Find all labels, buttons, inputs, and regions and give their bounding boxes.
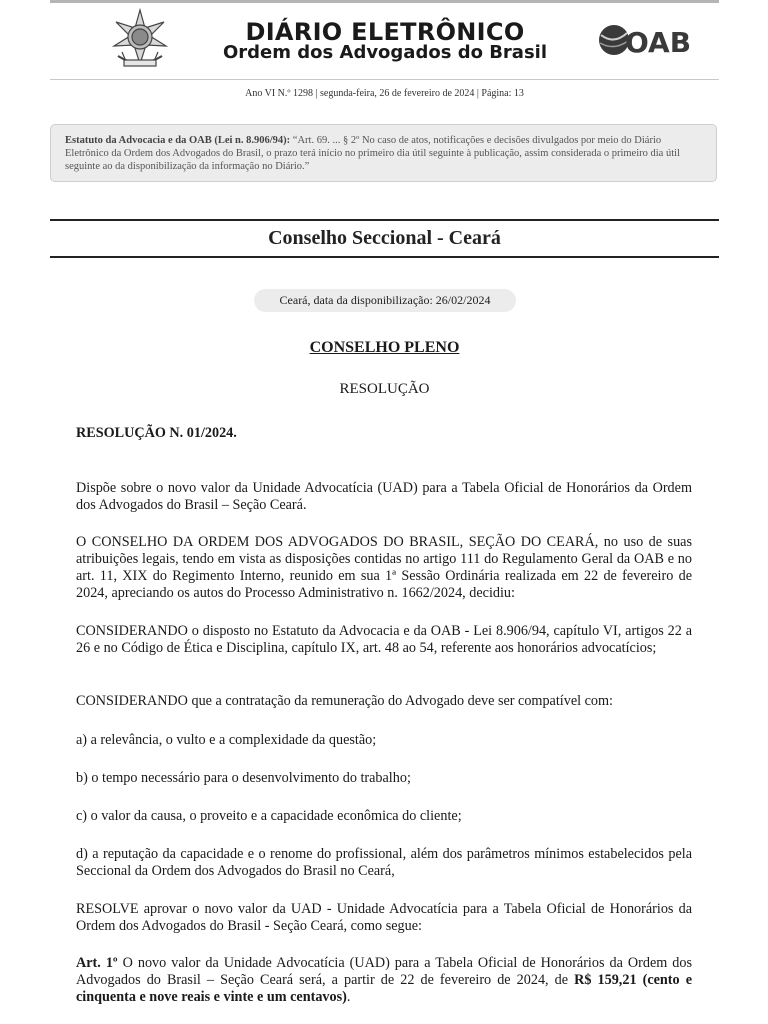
statute-notice — [50, 124, 717, 182]
journal-header — [50, 3, 719, 80]
article-1-end: . — [346, 989, 351, 1005]
paragraph-council: O CONSELHO DA ORDEM DOS ADVOGADOS DO BRASIL, SEÇÃO DO CEARÁ, no uso de suas atribuições legais, tendo em vista as disposições contidas no artigo 111 do Regulamento Geral da OAB e no art. 11, XIX do Regimento Interno, reunido em sua 1ª Sessão Ordinária realizada em 22 de fevereiro de 2024, apreciando os autos do Processo Administrativo n. 1662/2024, decidiu: — [76, 534, 692, 601]
journal-title: DIÁRIO ELETRÔNICO — [245, 18, 525, 46]
section-title: Conselho Seccional - Ceará — [50, 219, 719, 258]
list-item-b: b) o tempo necessário para o desenvolvimento do trabalho; — [76, 770, 411, 786]
notice-label: Estatuto da Advocacia e da OAB (Lei n. 8.906/94): — [65, 135, 291, 146]
journal-subtitle: Ordem dos Advogados do Brasil — [222, 42, 548, 63]
oab-logo-text: OAB — [625, 26, 692, 59]
oab-logo — [598, 21, 692, 59]
availability-date-badge: Ceará, data da disponibilização: 26/02/2024 — [254, 289, 516, 312]
paragraph-resolve: RESOLVE aprovar o novo valor da UAD - Unidade Advocatícia para a Tabela Oficial de Honorários da Ordem dos Advogados do Brasil - Seção Ceará, como segue: — [76, 901, 692, 934]
article-1-label: Art. 1º — [76, 955, 118, 971]
list-item-d: d) a reputação da capacidade e o renome do profissional, além dos parâmetros mínimos estabelecidos pela Seccional da Ordem dos Advogados do Brasil no Ceará, — [76, 846, 692, 879]
notice-text: “Art. 69. ... § 2º No caso de atos, notificações e decisões divulgados por meio do Diário Eletrônico da Ordem dos Advogados do Brasil, o prazo terá início no primeiro dia útil seguinte à publicação, assim considerada o primeiro dia útil seguinte ao da disponibilização da informação no Diário.” — [65, 135, 680, 172]
article-1 — [76, 955, 692, 1006]
article-1-value: R$ 159,21 (cento e cinquenta e nove reais e vinte e um centavos) — [76, 972, 692, 1005]
paragraph-considering-remuneration: CONSIDERANDO que a contratação da remuneração do Advogado deve ser compatível com: — [76, 693, 613, 709]
paragraph-considering-statute: CONSIDERANDO o disposto no Estatuto da Advocacia e da OAB - Lei 8.906/94, capítulo VI, artigos 22 a 26 e no Código de Ética e Disciplina, capítulo IX, art. 48 ao 54, referente aos honorários advocatícios; — [76, 623, 692, 656]
list-item-a: a) a relevância, o vulto e a complexidade da questão; — [76, 732, 377, 748]
paragraph-summary: Dispõe sobre o novo valor da Unidade Advocatícia (UAD) para a Tabela Oficial de Honorários da Ordem dos Advogados do Brasil – Seção Ceará. — [76, 480, 692, 513]
list-item-c: c) o valor da causa, o proveito e a capacidade econômica do cliente; — [76, 808, 462, 824]
document-type-heading: RESOLUÇÃO — [339, 381, 430, 397]
council-heading: CONSELHO PLENO — [309, 339, 460, 356]
article-1-text: O novo valor da Unidade Advocatícia (UAD) para a Tabela Oficial de Honorários da Ordem dos Advogados do Brasil – Seção Ceará será, a partir de 22 de fevereiro de 2024, de — [76, 955, 692, 988]
brazil-coat-of-arms-icon — [108, 8, 172, 72]
edition-line: Ano VI N.º 1298 | segunda-feira, 26 de fevereiro de 2024 | Página: 13 — [245, 88, 524, 99]
resolution-number: RESOLUÇÃO N. 01/2024. — [76, 425, 237, 441]
